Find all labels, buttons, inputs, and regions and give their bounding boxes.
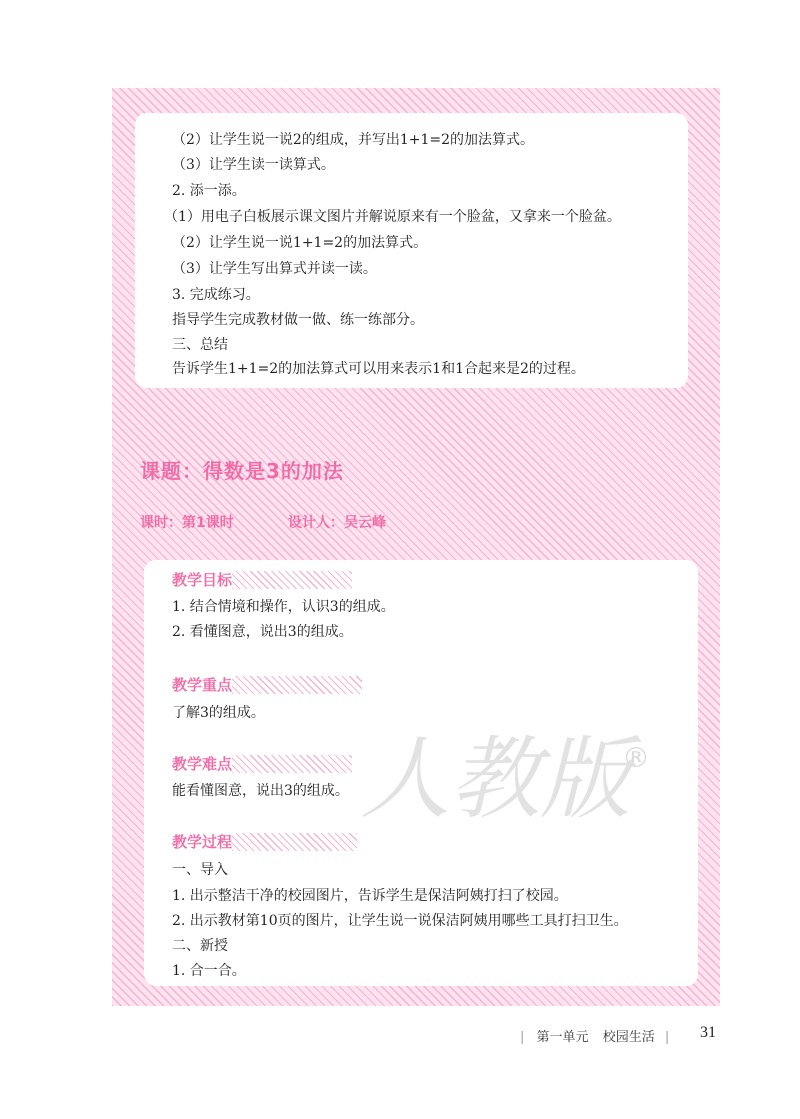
footer-unit: 第一单元: [536, 1030, 589, 1045]
text-line: 二、新授: [172, 938, 228, 954]
footer-chapter: 校园生活: [602, 1030, 655, 1045]
watermark-text: 人教版: [360, 727, 630, 832]
text-line: 1. 结合情境和操作，认识3的组成。: [172, 599, 395, 615]
heading-difficulties: 教学难点: [172, 755, 233, 773]
text-line: 了解3的组成。: [172, 705, 265, 721]
heading-hatch: [232, 571, 352, 589]
text-line: （3）让学生写出算式并读一读。: [172, 261, 377, 277]
text-line: 三、总结: [172, 337, 228, 353]
lesson-title: 课题：得数是3的加法: [140, 459, 344, 483]
text-line: 能看懂图意，说出3的组成。: [172, 783, 349, 799]
lesson-designer: 设计人：吴云峰: [288, 515, 386, 531]
text-line: （1）用电子白板展示课文图片并解说原来有一个脸盆，又拿来一个脸盆。: [164, 209, 621, 225]
text-line: 2. 出示教材第10页的图片，让学生说一说保洁阿姨用哪些工具打扫卫生。: [172, 913, 628, 929]
heading-hatch: [232, 755, 352, 773]
text-line: 2. 添一添。: [172, 183, 246, 199]
text-line: （2）让学生说一说2的组成，并写出1+1=2的加法算式。: [172, 132, 534, 148]
page-number: 31: [700, 1024, 716, 1041]
lesson-period: 课时：第1课时: [140, 515, 234, 531]
heading-objectives: 教学目标: [172, 571, 233, 589]
text-line: 3. 完成练习。: [172, 287, 260, 303]
text-line: （2）让学生说一说1+1=2的加法算式。: [172, 235, 428, 251]
text-line: 指导学生完成教材做一做、练一练部分。: [172, 312, 424, 328]
heading-process: 教学过程: [172, 833, 233, 851]
heading-hatch: [232, 676, 362, 694]
text-line: 一、导入: [172, 862, 228, 878]
registered-mark: ®: [622, 741, 650, 774]
text-line: 2. 看懂图意，说出3的组成。: [172, 624, 353, 640]
heading-hatch: [232, 833, 357, 851]
text-line: 1. 出示整洁干净的校园图片，告诉学生是保洁阿姨打扫了校园。: [172, 888, 568, 904]
text-line: （3）让学生读一读算式。: [172, 157, 335, 173]
text-line: 1. 合一合。: [172, 963, 246, 979]
page-footer: | 第一单元 校园生活 |: [520, 1030, 670, 1045]
publisher-watermark: [360, 715, 660, 845]
text-line: 告诉学生1+1=2的加法算式可以用来表示1和1合起来是2的过程。: [172, 361, 585, 377]
heading-key-points: 教学重点: [172, 676, 233, 694]
